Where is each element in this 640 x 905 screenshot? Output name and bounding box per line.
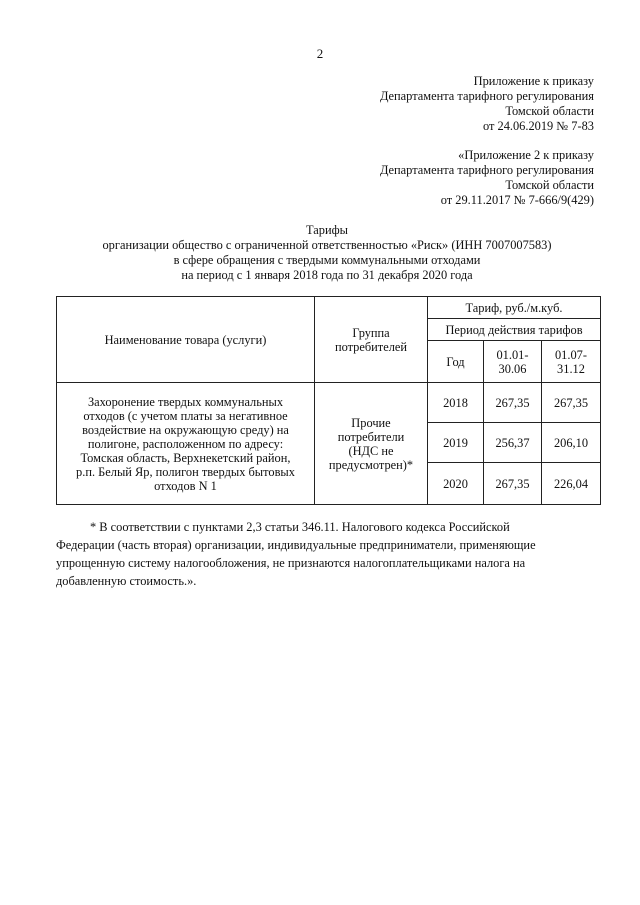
annex-original-line: от 29.11.2017 № 7-666/9(429) [440, 193, 594, 207]
service-line: Томская область, Верхнекетский район, [80, 450, 291, 465]
header-group-col: Группа потребителей [315, 297, 428, 383]
row-year: 2019 [428, 423, 484, 463]
title-line: в сфере обращения с твердыми коммунальными отходами [173, 253, 481, 267]
service-description [57, 383, 315, 505]
group-line: (НДС не [348, 443, 394, 458]
group-line: Прочие [351, 415, 391, 430]
annex-current-line: Приложение к приказу [473, 74, 594, 88]
row-tariff-h2: 206,10 [542, 423, 601, 463]
group-line: потребители [337, 429, 405, 444]
footnote [56, 518, 600, 590]
header-first-half [484, 341, 542, 383]
row-tariff-h1: 256,37 [484, 423, 542, 463]
consumer-group [315, 383, 428, 505]
document-title [54, 223, 600, 283]
footnote-line: Федерации (часть вторая) организации, индивидуальные предприниматели, применяющие [56, 538, 536, 552]
title-line: Тарифы [306, 223, 348, 237]
annex-current-header [380, 74, 594, 134]
page-number: 2 [316, 46, 324, 61]
service-line: полигоне, расположенном по адресу: [87, 436, 284, 451]
header-year: Год [428, 341, 484, 383]
footnote-line: добавленную стоимость.». [56, 574, 197, 588]
service-line: Захоронение твердых коммунальных [87, 394, 284, 409]
row-tariff-h2: 226,04 [542, 463, 601, 505]
service-line: отходов (с учетом платы за негативное [83, 408, 288, 423]
title-line: организации общество с ограниченной ответственностью «Риск» (ИНН 7007007583) [102, 238, 552, 252]
row-year: 2020 [428, 463, 484, 505]
annex-current-line: Томской области [505, 104, 594, 118]
service-line: отходов N 1 [154, 478, 217, 493]
title-line: на период с 1 января 2018 года по 31 декабря 2020 года [181, 268, 473, 282]
service-line: воздействие на окружающую среду) на [82, 422, 289, 437]
header-second-half-line: 31.12 [557, 361, 585, 376]
annex-current-line: от 24.06.2019 № 7-83 [482, 119, 594, 133]
header-period: Период действия тарифов [428, 319, 601, 341]
footnote-line: упрощенную систему налогообложения, не признаются налогоплательщиками налога на [56, 556, 526, 570]
annex-current-line: Департамента тарифного регулирования [379, 89, 594, 103]
row-tariff-h2: 267,35 [542, 383, 601, 423]
group-line: предусмотрен)* [328, 457, 414, 472]
footnote-line: * В соответствии с пунктами 2,3 статьи 346.11. Налогового кодекса Российской [90, 520, 510, 534]
annex-original-header [380, 148, 594, 208]
row-year: 2018 [428, 383, 484, 423]
header-second-half [542, 341, 601, 383]
tariff-table [56, 296, 601, 505]
header-first-half-line: 01.01- [496, 347, 529, 362]
row-tariff-h1: 267,35 [484, 383, 542, 423]
header-first-half-line: 30.06 [498, 361, 527, 376]
row-tariff-h1: 267,35 [484, 463, 542, 505]
header-second-half-line: 01.07- [554, 347, 587, 362]
header-tariff: Тариф, руб./м.куб. [428, 297, 601, 319]
annex-original-line: Томской области [505, 178, 594, 192]
header-name-col: Наименование товара (услуги) [57, 297, 315, 383]
service-line: р.п. Белый Яр, полигон твердых бытовых [76, 464, 295, 479]
annex-original-line: «Приложение 2 к приказу [458, 148, 594, 162]
annex-original-line: Департамента тарифного регулирования [379, 163, 594, 177]
